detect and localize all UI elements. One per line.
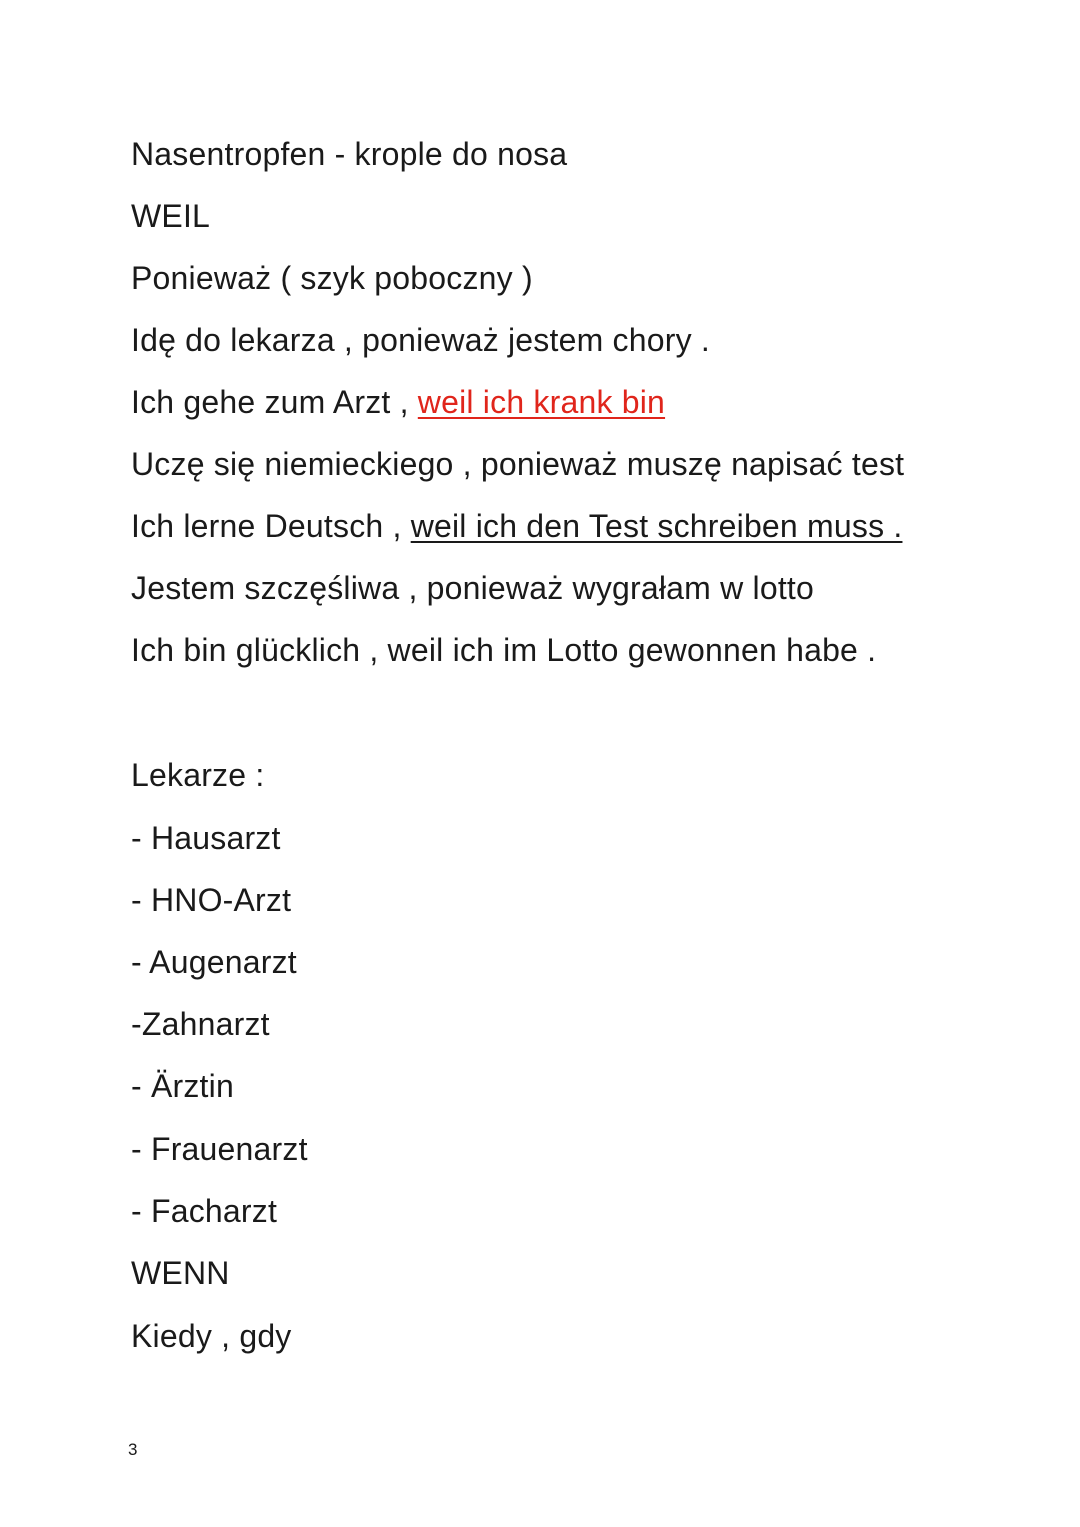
list-item-hausarzt: - Hausarzt [131,820,281,856]
list-item-hno-arzt: - HNO-Arzt [131,882,292,918]
list-item-frauenarzt: - Frauenarzt [131,1131,308,1167]
weil-translation: Ponieważ ( szyk poboczny ) [131,260,533,296]
vocab-line-nasentropfen: Nasentropfen - krople do nosa [131,136,568,172]
example-de-3: Ich bin glücklich , weil ich im Lotto gewonnen habe . [131,632,877,668]
heading-lekarze: Lekarze : [131,757,265,793]
example-de-1 [131,382,665,422]
example-pl-1: Idę do lekarza , ponieważ jestem chory . [131,322,710,358]
list-item-augenarzt: - Augenarzt [131,944,297,980]
page-number: 3 [128,1440,138,1459]
list-item-facharzt: - Facharzt [131,1193,278,1229]
example-pl-2: Uczę się niemieckiego , ponieważ muszę napisać test [131,446,905,482]
example-pl-3: Jestem szczęśliwa , ponieważ wygrałam w lotto [131,570,815,606]
heading-wenn: WENN [131,1255,230,1291]
example-de-2 [131,506,902,546]
example-de-1-main: Ich gehe zum Arzt , [131,384,418,420]
list-item-aerztin: - Ärztin [131,1068,234,1104]
heading-weil: WEIL [131,198,211,234]
wenn-translation: Kiedy , gdy [131,1318,292,1354]
example-de-1-weil-clause: weil ich krank bin [417,384,666,420]
list-item-zahnarzt: -Zahnarzt [131,1006,270,1042]
example-de-2-main: Ich lerne Deutsch , [131,508,411,544]
example-de-2-weil-clause: weil ich den Test schreiben muss . [410,508,903,544]
